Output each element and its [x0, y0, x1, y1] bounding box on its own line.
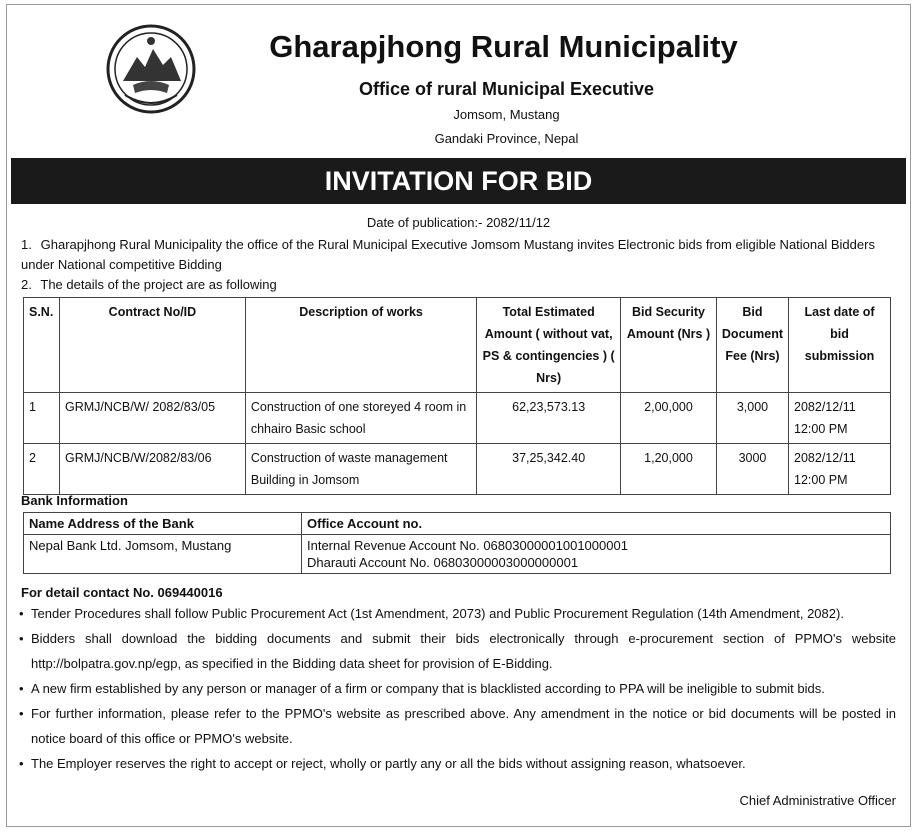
cell-date	[789, 393, 891, 444]
list-item	[19, 626, 896, 676]
col-header-bank-name: Name Address of the Bank	[24, 513, 302, 535]
cell-date-value: 2082/12/11	[794, 400, 856, 414]
bullet-icon: •	[19, 756, 24, 771]
col-header-security: Bid Security Amount (Nrs )	[621, 298, 717, 393]
col-header-account: Office Account no.	[302, 513, 891, 535]
col-header-sn: S.N.	[24, 298, 60, 393]
municipality-title: Gharapjhong Rural Municipality	[269, 29, 738, 64]
paragraph-number: 1.	[21, 237, 32, 252]
col-header-fee: Bid Document Fee (Nrs)	[716, 298, 788, 393]
cell-description: Construction of one storeyed 4 room in chhairo Basic school	[245, 393, 476, 444]
address-line-2: Gandaki Province, Nepal	[434, 131, 579, 146]
bank-info-heading: Bank Information	[21, 493, 128, 508]
cell-contract: GRMJ/NCB/W/ 2082/83/05	[59, 393, 245, 444]
note-text: Bidders shall download the bidding documents and submit their bids electronically through e-procurement section of PPMO's website http://bolpatra.gov.np/egp, as specified in the Bidding data sheet for provision of E-Bidding.	[31, 631, 896, 671]
table-header-row	[24, 513, 891, 535]
note-text: The Employer reserves the right to accept or reject, wholly or partly any or all the bids without assigning reason, whatsoever.	[31, 756, 746, 771]
list-item	[19, 701, 896, 751]
cell-time-value: 12:00 PM	[794, 422, 848, 436]
cell-fee: 3,000	[716, 393, 788, 444]
table-row	[24, 535, 891, 574]
bullet-icon: •	[19, 706, 24, 721]
cell-security: 2,00,000	[621, 393, 717, 444]
account-revenue: Internal Revenue Account No. 06803000001001000001	[307, 538, 628, 553]
office-subtitle: Office of rural Municipal Executive	[358, 79, 655, 99]
bullet-icon: •	[19, 681, 24, 696]
cell-security: 1,20,000	[621, 444, 717, 495]
note-text: A new firm established by any person or manager of a firm or company that is blacklisted according to PPA will be ineligible to submit bids.	[31, 681, 825, 696]
note-text: For further information, please refer to the PPMO's website as prescribed above. Any amendment in the notice or bid documents will be posted in notice board of this office or PPMO's website.	[31, 706, 896, 746]
cell-amount: 37,25,342.40	[477, 444, 621, 495]
note-text: Tender Procedures shall follow Public Procurement Act (1st Amendment, 2073) and Public Procurement Regulation (14th Amendment, 2082).	[31, 606, 844, 621]
works-table	[23, 297, 891, 495]
paragraph-2	[21, 275, 896, 295]
cell-contract: GRMJ/NCB/W/2082/83/06	[59, 444, 245, 495]
notes-list	[19, 601, 896, 776]
paragraph-number: 2.	[21, 277, 32, 292]
table-header-row	[24, 298, 891, 393]
bullet-icon: •	[19, 631, 24, 646]
publication-date: Date of publication:- 2082/11/12	[366, 215, 551, 230]
signature: Chief Administrative Officer	[739, 793, 896, 808]
list-item	[19, 676, 896, 701]
cell-sn: 2	[24, 444, 60, 495]
paragraph-1	[21, 235, 896, 275]
cell-accounts	[302, 535, 891, 574]
contact-number: For detail contact No. 069440016	[21, 585, 223, 600]
table-row	[24, 444, 891, 495]
address-line-1: Jomsom, Mustang	[453, 107, 560, 122]
col-header-date: Last date of bid submission	[789, 298, 891, 393]
paragraph-text: Gharapjhong Rural Municipality the office of the Rural Municipal Executive Jomsom Mustang invites Electronic bids from eligible National Bidders under National competitive Bidding	[21, 237, 875, 272]
cell-bank-name: Nepal Bank Ltd. Jomsom, Mustang	[24, 535, 302, 574]
account-dharauti: Dharauti Account No. 06803000003000000001	[307, 555, 579, 570]
bullet-icon: •	[19, 606, 24, 621]
cell-time-value: 12:00 PM	[794, 473, 848, 487]
cell-date	[789, 444, 891, 495]
notice-page	[6, 4, 911, 827]
cell-date-value: 2082/12/11	[794, 451, 856, 465]
cell-description: Construction of waste management Building in Jomsom	[245, 444, 476, 495]
paragraph-text: The details of the project are as following	[40, 277, 277, 292]
cell-fee: 3000	[716, 444, 788, 495]
cell-amount: 62,23,573.13	[477, 393, 621, 444]
header	[7, 5, 910, 157]
col-header-amount: Total Estimated Amount ( without vat, PS & contingencies ) ( Nrs)	[477, 298, 621, 393]
cell-sn: 1	[24, 393, 60, 444]
bank-table	[23, 512, 891, 574]
col-header-contract: Contract No/ID	[59, 298, 245, 393]
invitation-banner: INVITATION FOR BID	[11, 158, 906, 204]
col-header-description: Description of works	[245, 298, 476, 393]
list-item	[19, 751, 896, 776]
table-row	[24, 393, 891, 444]
list-item	[19, 601, 896, 626]
